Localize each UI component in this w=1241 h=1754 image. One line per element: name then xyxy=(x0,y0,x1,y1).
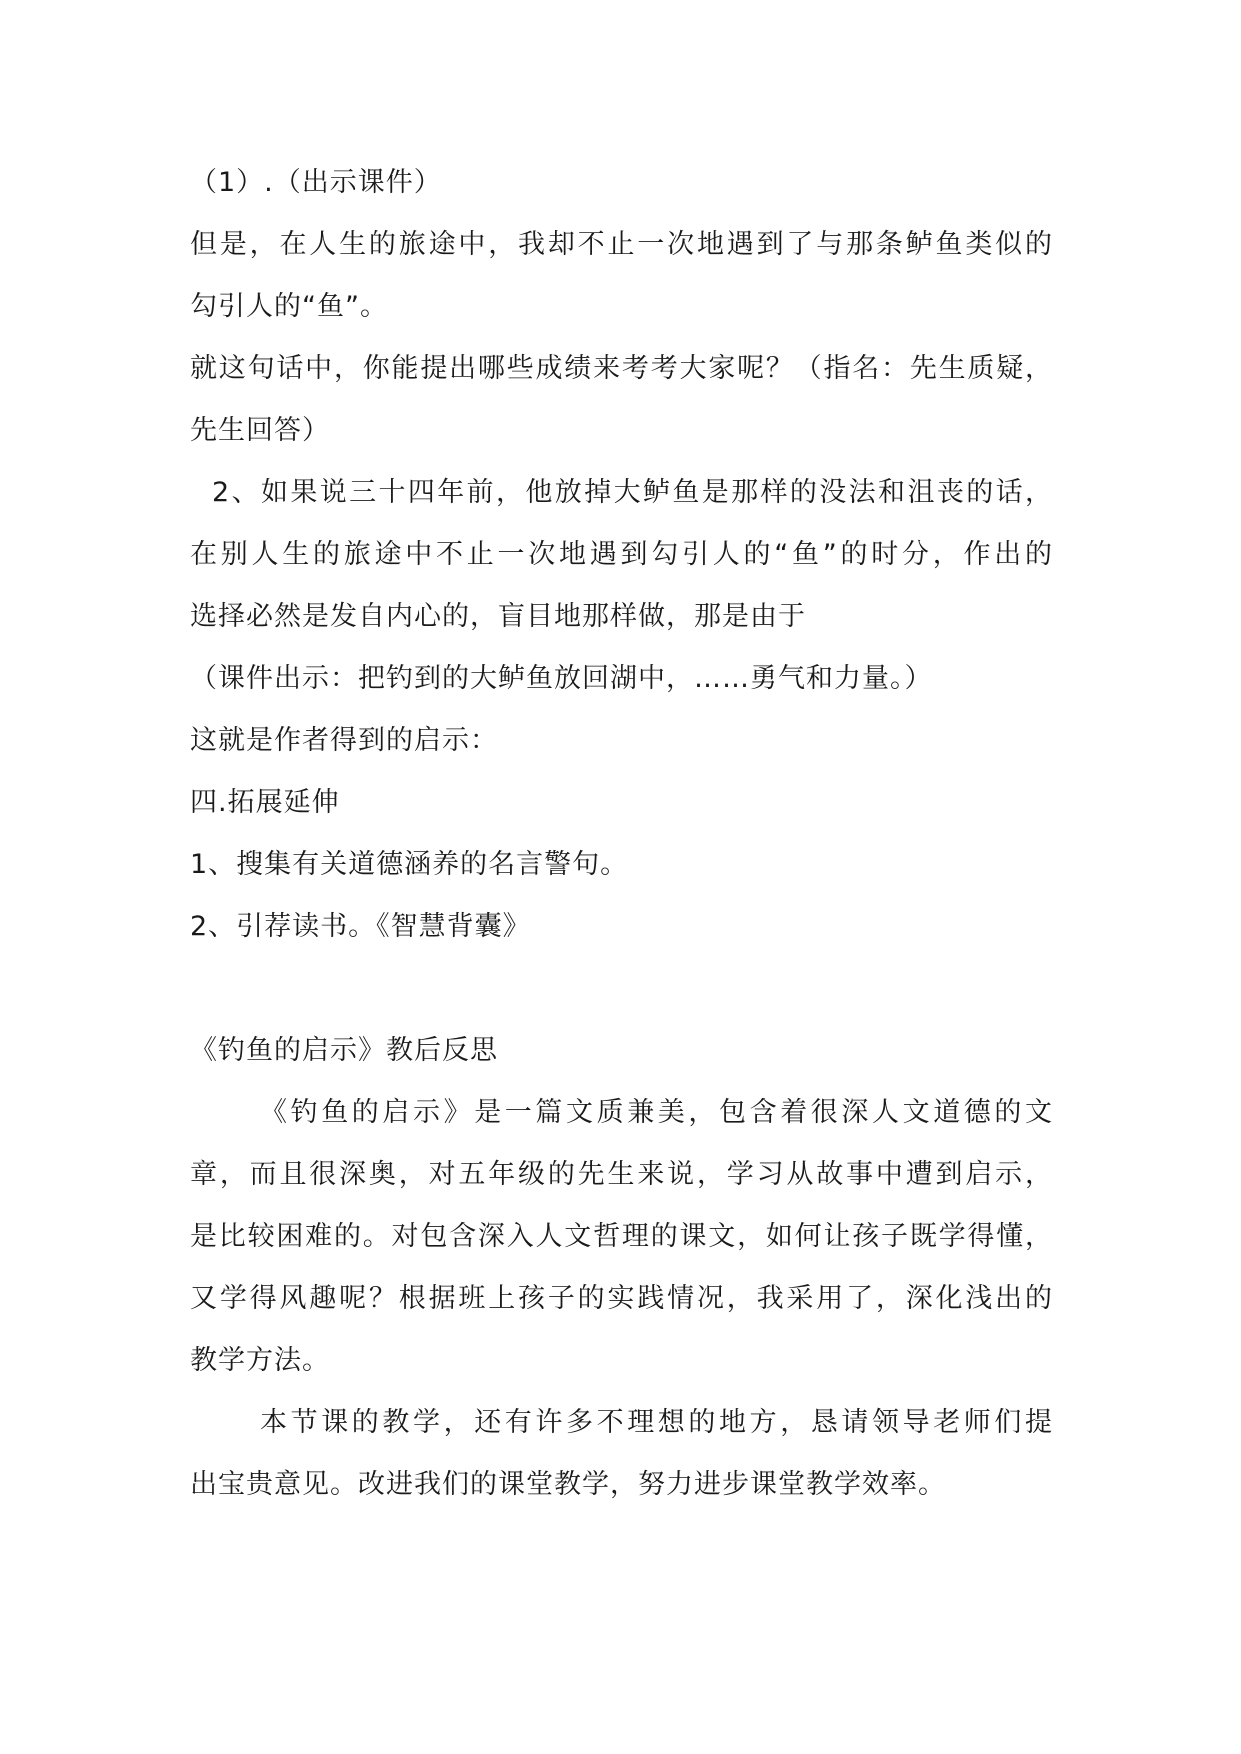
list-item: 2、引荐读书。《智慧背囊》 xyxy=(190,911,531,942)
text-line: 选择必然是发自内心的，盲目地那样做，那是由于 xyxy=(190,601,806,632)
text-line: 本节课的教学，还有许多不理想的地方，恳请领导老师们提 xyxy=(260,1407,1052,1438)
text-line: 章，而且很深奥，对五年级的先生来说，学习从故事中遭到启示， xyxy=(190,1159,1052,1190)
text-line: 是比较困难的。对包含深入人文哲理的课文，如何让孩子既学得懂， xyxy=(190,1221,1052,1252)
text-line: 出宝贵意见。改进我们的课堂教学，努力进步课堂教学效率。 xyxy=(190,1469,946,1500)
step-heading: （1）.（出示课件） xyxy=(190,167,442,198)
text-line: 在别人生的旅途中不止一次地遇到勾引人的“鱼”的时分，作出的 xyxy=(190,539,1052,570)
section-heading: 四.拓展延伸 xyxy=(190,787,340,818)
text-line: 但是，在人生的旅途中，我却不止一次地遇到了与那条鲈鱼类似的 xyxy=(190,229,1052,260)
text-line: 教学方法。 xyxy=(190,1345,330,1376)
text-line: 这就是作者得到的启示： xyxy=(190,725,498,756)
text-line: 《钓鱼的启示》是一篇文质兼美，包含着很深人文道德的文 xyxy=(260,1097,1052,1128)
reflection-title: 《钓鱼的启示》教后反思 xyxy=(190,1035,498,1066)
text-line: 2、如果说三十四年前，他放掉大鲈鱼是那样的没法和沮丧的话， xyxy=(212,477,1052,508)
text-line: 又学得风趣呢？根据班上孩子的实践情况，我采用了，深化浅出的 xyxy=(190,1283,1052,1314)
text-line: 勾引人的“鱼”。 xyxy=(190,291,388,322)
list-item: 1、搜集有关道德涵养的名言警句。 xyxy=(190,849,629,880)
text-line: 先生回答） xyxy=(190,415,330,446)
text-line: （课件出示：把钓到的大鲈鱼放回湖中，……勇气和力量。） xyxy=(190,663,933,694)
text-line: 就这句话中，你能提出哪些成绩来考考大家呢？（指名：先生质疑， xyxy=(190,353,1052,384)
